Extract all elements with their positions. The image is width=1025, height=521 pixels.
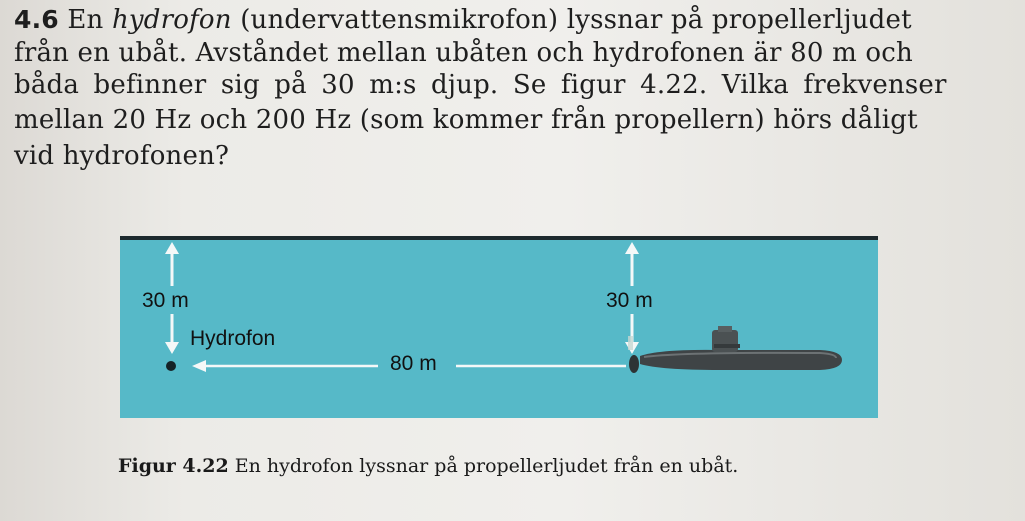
distance-label: 80 m	[390, 352, 437, 375]
problem-line-1-prefix: En	[67, 5, 112, 35]
submarine-icon	[640, 326, 842, 370]
right-depth-label: 30 m	[606, 289, 653, 312]
caption-label: Figur 4.22	[118, 455, 229, 477]
hydrophone-label: Hydrofon	[190, 327, 276, 350]
problem-line-1-suffix: (undervattensmikrofon) lyssnar på propellerljudet	[231, 5, 912, 35]
problem-line-4: mellan 20 Hz och 200 Hz (som kommer från propellern) hörs dåligt	[14, 105, 918, 135]
problem-line-2: från en ubåt. Avståndet mellan ubåten och hydrofonen är 80 m och	[14, 38, 913, 68]
distance-arrow-left	[192, 360, 378, 372]
left-depth-arrow-up	[165, 242, 179, 286]
problem-number: 4.6	[14, 5, 59, 34]
right-depth-arrow-up	[625, 242, 639, 286]
caption-text: En hydrofon lyssnar på propellerljudet från en ubåt.	[228, 455, 739, 477]
hydrophone-dot	[166, 361, 176, 371]
problem-line-3: båda befinner sig på 30 m:s djup. Se figur 4.22. Vilka frekvenser	[14, 70, 947, 100]
left-depth-arrow-down	[165, 314, 179, 354]
problem-line-1-italic: hydrofon	[111, 5, 232, 35]
left-depth-label: 30 m	[142, 289, 189, 312]
figure-4-22	[120, 236, 878, 418]
problem-line-1	[14, 4, 912, 36]
problem-line-5: vid hydrofonen?	[14, 141, 230, 171]
figure-caption	[118, 455, 738, 477]
